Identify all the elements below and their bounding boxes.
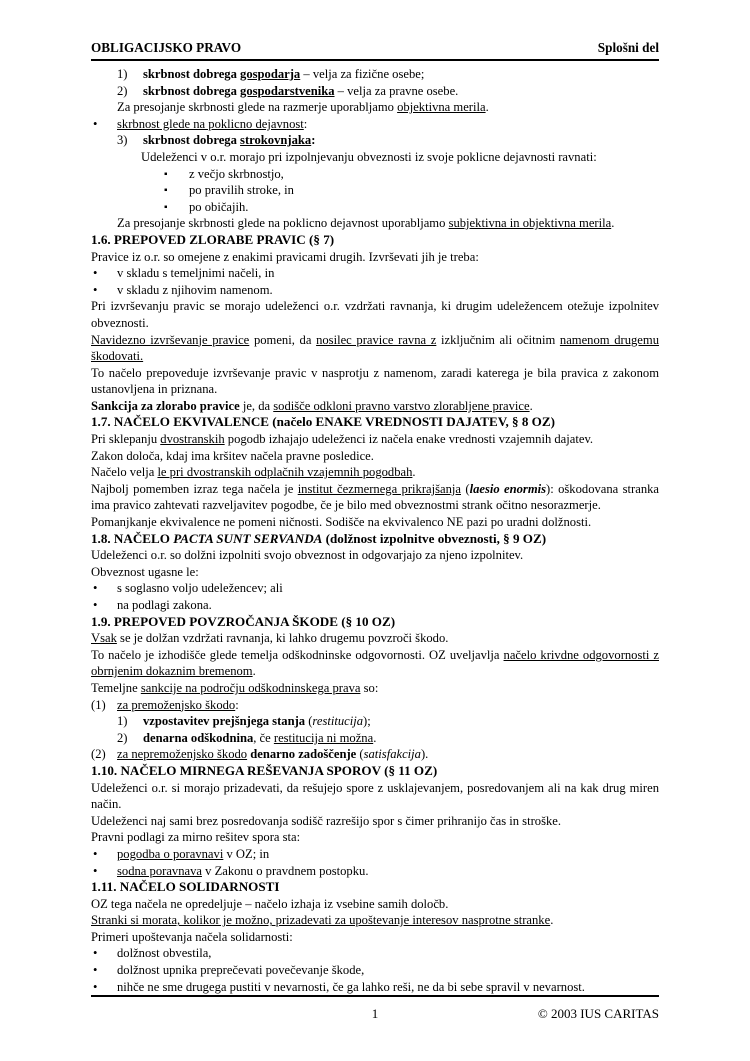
text-segment: 1.9. PREPOVED POVZROČANJA ŠKODE (§ 10 OZ) xyxy=(91,613,396,629)
text-segment: 1.10. NAČELO MIRNEGA REŠEVANJA SPOROV (§ 11 OZ) xyxy=(91,762,438,778)
text-segment: Udeleženci v o.r. morajo pri izpolnjevanju obveznosti iz svoje poklicne dejavnosti ravnati: xyxy=(141,149,597,164)
text-segment: : xyxy=(235,697,239,712)
text-segment: s soglasno voljo udeležencev; ali xyxy=(117,581,283,596)
paragraph xyxy=(91,680,659,697)
text-segment: po običajih. xyxy=(189,199,249,214)
text-segment: Vsak xyxy=(91,631,117,646)
text-segment: strokovnjaka xyxy=(240,133,312,148)
text-segment: . xyxy=(412,465,416,480)
text-segment: . xyxy=(252,664,256,679)
paragraph xyxy=(91,813,659,830)
paragraph xyxy=(91,547,659,564)
text-segment: z večjo skrbnostjo, xyxy=(189,166,284,181)
bullet-icon: • xyxy=(93,282,98,297)
text-segment: Stranki si morata, kolikor je možno, prizadevati za upoštevanje interesov nasprotne stranke xyxy=(91,913,551,928)
text-segment: Udeleženci o.r. si morajo prizadevati, da rešujejo spore z usklajevanjem, posredovanjem ali na kak drug miren način. xyxy=(91,780,659,812)
bullet-icon: • xyxy=(93,963,98,978)
bullet-item xyxy=(91,580,659,597)
text-segment: za nepremoženjsko škodo xyxy=(117,747,248,762)
text-segment: – velja za pravne osebe. xyxy=(334,83,459,98)
text-segment: nosilec pravice ravna z xyxy=(316,332,437,347)
text-segment: dolžnost upnika preprečevati povečevanje škode, xyxy=(117,963,365,978)
text-segment: Obveznost ugasne le: xyxy=(91,564,199,579)
text-segment: restitucija ni možna xyxy=(273,730,374,745)
text-segment: restitucija xyxy=(312,714,364,729)
text-segment: ); xyxy=(363,714,371,729)
text-segment: ( xyxy=(461,481,470,496)
square-bullet-icon: ▪ xyxy=(164,201,168,213)
text-segment: sankcije na področju odškodninskega prava xyxy=(140,680,361,695)
text-segment: v skladu s temeljnimi načeli, in xyxy=(117,266,275,281)
page-header xyxy=(91,40,659,61)
text-segment: v Zakonu o pravdnem postopku. xyxy=(201,863,369,878)
paragraph xyxy=(91,896,659,913)
text-segment: načelo krivdne odgovornosti z obrnjenim dokaznim bremenom xyxy=(91,647,659,679)
text-segment: Temeljne xyxy=(91,680,141,695)
text-segment: . xyxy=(485,100,489,115)
text-segment: . xyxy=(373,730,377,745)
sub-bullet-item xyxy=(91,182,659,199)
text-segment: : xyxy=(303,116,308,131)
numbered-item xyxy=(91,713,659,730)
paragraph xyxy=(91,514,659,531)
text-segment: Sankcija za zlorabo pravice xyxy=(91,398,240,413)
bullet-item xyxy=(91,962,659,979)
text-segment: objektivna merila xyxy=(397,100,486,115)
indented-paragraph xyxy=(91,149,659,166)
text-segment: : xyxy=(311,133,316,148)
text-segment: , če xyxy=(253,730,274,745)
text-segment: satisfakcija xyxy=(363,747,421,762)
text-segment: To načelo prepoveduje izvrševanje pravic v nasprotju z namenom, zaradi katerega je bila pravica z zakonom ustanovljena in priznana. xyxy=(91,365,659,397)
text-segment: . xyxy=(611,216,615,231)
paragraph xyxy=(91,630,659,647)
paragraph xyxy=(91,448,659,465)
page-footer xyxy=(91,995,659,1027)
text-segment: Pravni podlagi za mirno rešitev spora sta: xyxy=(91,830,301,845)
section-heading xyxy=(91,763,659,780)
text-segment: ( xyxy=(356,747,364,762)
square-bullet-icon: ▪ xyxy=(164,185,168,197)
text-segment: Pri sklepanju xyxy=(91,432,161,447)
paragraph xyxy=(91,929,659,946)
numbered-item xyxy=(91,132,659,149)
text-segment: pomeni, da xyxy=(249,332,317,347)
section-heading xyxy=(91,531,659,548)
paragraph xyxy=(91,564,659,581)
text-segment: – velja za fizične osebe; xyxy=(300,67,425,81)
document-body xyxy=(91,61,659,995)
text-segment: v skladu z njihovim namenom. xyxy=(117,282,273,297)
text-segment: dolžnost obvestila, xyxy=(117,946,212,961)
copyright-notice: © 2003 IUS CARITAS xyxy=(537,1006,659,1021)
text-segment: Zakon določa, kdaj ima kršitev načela pravne posledice. xyxy=(91,448,374,463)
text-segment: Najbolj pomemben izraz tega načela je xyxy=(91,481,298,496)
text-segment: dvostranskih xyxy=(160,432,225,447)
text-segment: Primeri upoštevanja načela solidarnosti: xyxy=(91,929,293,944)
text-segment: To načelo je izhodišče glede temelja odškodninske odgovornosti. OZ uveljavlja xyxy=(91,647,504,662)
bullet-icon: • xyxy=(93,979,98,994)
text-segment: 1.6. PREPOVED ZLORABE PRAVIC (§ 7) xyxy=(91,231,335,247)
text-segment: Načelo velja xyxy=(91,465,158,480)
text-segment: pogodb izhajajo udeleženci iz načela enake vrednosti vzajemnih dajatev. xyxy=(224,432,594,447)
bullet-item xyxy=(91,597,659,614)
text-segment: skrbnost dobrega xyxy=(143,133,241,148)
page-number: 1 xyxy=(371,1006,379,1021)
paragraph xyxy=(91,481,659,514)
paragraph xyxy=(91,365,659,398)
text-segment: izključnim ali očitnim xyxy=(436,332,560,347)
item-number-label: 1) xyxy=(117,67,128,81)
item-number-label: (1) xyxy=(91,697,106,712)
text-segment: je, da xyxy=(239,398,274,413)
bullet-icon: • xyxy=(93,266,98,281)
paragraph xyxy=(91,647,659,680)
bullet-icon: • xyxy=(93,581,98,596)
bullet-icon: • xyxy=(93,116,98,131)
text-segment: Za presojanje skrbnosti glede na razmerje uporabljamo xyxy=(117,100,398,115)
paragraph xyxy=(91,249,659,266)
section-heading xyxy=(91,232,659,249)
text-segment: le pri dvostranskih odplačnih vzajemnih pogodbah xyxy=(157,465,413,480)
header-left-title: OBLIGACIJSKO PRAVO xyxy=(91,40,242,55)
text-segment: denarna odškodnina xyxy=(143,730,254,745)
paragraph xyxy=(91,829,659,846)
bullet-item xyxy=(91,945,659,962)
text-segment: Pomanjkanje ekvivalence ne pomeni ničnosti. Sodišče na ekvivalenco NE pazi po uradni dolžnosti. xyxy=(91,515,592,530)
item-number-label: (2) xyxy=(91,747,106,762)
text-segment: pogodba o poravnavi xyxy=(117,846,224,861)
text-segment: vzpostavitev prejšnjega stanja xyxy=(143,714,306,729)
sub-bullet-item xyxy=(91,199,659,216)
text-segment: skrbnost glede na poklicno dejavnost xyxy=(117,116,304,131)
text-segment: subjektivna in objektivna merila xyxy=(448,216,612,231)
section-heading xyxy=(91,414,659,431)
text-segment: Udeleženci naj sami brez posredovanja sodišč razrešijo spor s čimer prihranijo čas in stroške. xyxy=(91,813,562,828)
text-segment: gospodarstvenika xyxy=(240,83,335,98)
paragraph xyxy=(91,332,659,365)
text-segment: Udeleženci o.r. so dolžni izpolniti svojo obveznost in odgovarjajo za njeno izpolnitev. xyxy=(91,548,524,563)
text-segment: ): oškodovana stranka ima pravico zahtevati razveljavitev pogodbe, če je bilo med obveznostmi strank očitno nesorazmerje. xyxy=(91,481,660,513)
paragraph xyxy=(91,780,659,813)
text-segment: gospodarja xyxy=(240,67,301,81)
section-heading xyxy=(91,614,659,631)
section-heading xyxy=(91,879,659,896)
item-number-label: 3) xyxy=(117,133,128,148)
numbered-item xyxy=(91,83,659,100)
bullet-icon: • xyxy=(93,946,98,961)
numbered-item xyxy=(91,66,659,83)
text-segment: po pravilih stroke, in xyxy=(189,183,294,198)
text-segment: skrbnost dobrega xyxy=(143,83,241,98)
text-segment: so: xyxy=(360,680,379,695)
text-segment: v OZ; in xyxy=(223,846,270,861)
text-segment: laesio enormis xyxy=(469,481,547,496)
item-number-label: 2) xyxy=(117,730,128,745)
text-segment: skrbnost dobrega xyxy=(143,67,241,81)
text-segment: namenom drugemu škodovati. xyxy=(91,332,659,364)
text-segment: . xyxy=(550,913,554,928)
text-segment: za premoženjsko škodo xyxy=(117,697,236,712)
bullet-item xyxy=(91,846,659,863)
text-segment: ( xyxy=(305,714,313,729)
square-bullet-icon: ▪ xyxy=(164,168,168,180)
text-segment: . xyxy=(529,398,533,413)
text-segment: ). xyxy=(420,747,429,762)
item-number-label: 2) xyxy=(117,83,128,98)
text-segment: Za presojanje skrbnosti glede na poklicno dejavnost uporabljamo xyxy=(117,216,449,231)
text-segment: Pri izvrševanju pravic se morajo udeleženci o.r. vzdržati ravnanja, ki drugim udeležencem otežuje izpolnitev obveznosti. xyxy=(91,299,659,330)
numbered-item xyxy=(91,697,659,714)
text-segment: sodišče odkloni pravno varstvo zlorabljene pravice xyxy=(273,398,530,413)
header-right-title: Splošni del xyxy=(597,40,659,55)
text-segment: (dolžnost izpolnitve obveznosti, § 9 OZ) xyxy=(322,530,547,546)
text-segment: OZ tega načela ne opredeljuje – načelo izhaja iz vsebine samih določb. xyxy=(91,896,449,911)
text-segment: na podlagi zakona. xyxy=(117,598,212,612)
bullet-item xyxy=(91,979,659,996)
bullet-item xyxy=(91,282,659,299)
text-segment: Pravice iz o.r. so omejene z enakimi pravicami drugih. Izvrševati jih je treba: xyxy=(91,249,479,264)
text-segment: PACTA SUNT SERVANDA xyxy=(173,530,323,546)
bullet-item xyxy=(91,863,659,880)
text-segment: 1.7. NAČELO EKVIVALENCE (načelo ENAKE VREDNOSTI DAJATEV, § 8 OZ) xyxy=(91,414,555,430)
bullet-item xyxy=(91,265,659,282)
text-segment: Navidezno izvrševanje pravice xyxy=(91,332,250,347)
bullet-icon: • xyxy=(93,863,98,878)
item-number-label: 1) xyxy=(117,714,128,729)
text-segment: se je dolžan vzdržati ravnanja, ki lahko drugemu povzroči škodo. xyxy=(116,631,449,646)
indented-paragraph xyxy=(91,99,659,116)
bullet-item xyxy=(91,116,659,133)
text-segment: institut čezmernega prikrajšanja xyxy=(297,481,461,496)
text-segment: nihče ne sme drugega pustiti v nevarnosti, če ga lahko reši, ne da bi sebe spravil v nevarnost. xyxy=(117,979,585,994)
bullet-icon: • xyxy=(93,598,98,612)
text-segment: 1.11. NAČELO SOLIDARNOSTI xyxy=(91,879,280,895)
paragraph xyxy=(91,431,659,448)
text-segment: sodna poravnava xyxy=(117,863,202,878)
numbered-item xyxy=(91,746,659,763)
paragraph xyxy=(91,398,659,415)
paragraph xyxy=(91,912,659,929)
sub-bullet-item xyxy=(91,166,659,183)
text-segment: denarno zadoščenje xyxy=(250,747,357,762)
bullet-icon: • xyxy=(93,846,98,861)
text-segment: 1.8. NAČELO xyxy=(91,530,174,546)
numbered-item xyxy=(91,730,659,747)
paragraph xyxy=(91,298,659,331)
indented-paragraph xyxy=(91,215,659,232)
paragraph xyxy=(91,464,659,481)
